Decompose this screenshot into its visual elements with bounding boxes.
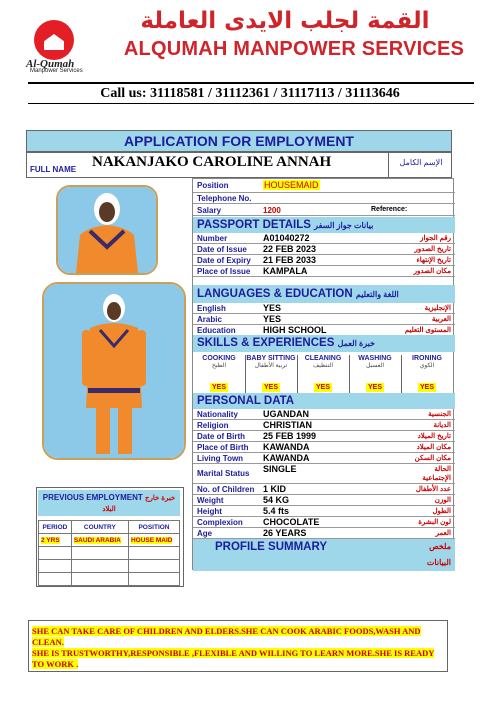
personal-arabic-label: الجنسية — [428, 411, 451, 418]
passport-row — [193, 244, 455, 255]
passport-value: 21 FEB 2033 — [263, 255, 317, 265]
table-row — [39, 547, 180, 560]
personal-row — [193, 431, 455, 442]
skill-arabic-name: تربية الأطفال — [254, 363, 288, 369]
telephone-label: Telephone No. — [197, 194, 252, 203]
skill-item — [297, 355, 349, 369]
skill-name: COOKING — [202, 355, 236, 362]
salary-value: 1200 — [263, 206, 281, 215]
full-name-arabic-label: الإسم الكامل — [388, 152, 453, 178]
skill-arabic-name: الطبخ — [211, 363, 227, 369]
passport-arabic-label: تاريخ الصدور — [414, 246, 451, 253]
personal-arabic-label: الوزن — [434, 497, 451, 504]
skill-item — [401, 355, 453, 369]
skill-item — [245, 355, 297, 369]
empty-cell — [39, 547, 72, 560]
personal-row — [193, 420, 455, 431]
skill-value: YES — [211, 384, 226, 391]
passport-value: 22 FEB 2023 — [263, 244, 317, 254]
skills-title-ar: خبرة العمل — [337, 339, 375, 348]
language-row — [193, 303, 455, 314]
personal-row — [193, 453, 455, 464]
passport-row — [193, 255, 455, 266]
position-value-cell: HOUSE MAID — [130, 536, 173, 544]
personal-arabic-label: تاريخ الميلاد — [417, 433, 451, 440]
personal-row — [193, 409, 455, 420]
personal-row — [193, 495, 455, 506]
personal-value: 54 KG — [263, 495, 290, 505]
skill-value: YES — [263, 384, 278, 391]
position-row — [193, 179, 455, 193]
language-value: YES — [263, 314, 282, 324]
personal-section-title — [193, 393, 455, 409]
period-value: 2 YRS — [41, 536, 60, 544]
personal-arabic-label: مكان الميلاد — [416, 444, 451, 451]
table-row — [39, 560, 180, 573]
column-period: PERIOD — [39, 521, 72, 534]
personal-label: Weight — [197, 496, 224, 505]
position-cell — [128, 534, 179, 547]
languages-section-title — [193, 285, 455, 303]
language-value: YES — [263, 303, 282, 313]
passport-row — [193, 233, 455, 244]
passport-value: A01040272 — [263, 233, 310, 243]
details-panel — [192, 178, 454, 570]
personal-arabic-label: عدد الأطفال — [415, 486, 451, 493]
personal-row — [193, 517, 455, 528]
passport-arabic-label: تاريخ الإنتهاء — [416, 257, 451, 264]
personal-value: 25 FEB 1999 — [263, 431, 317, 441]
portrait-photo — [56, 185, 158, 275]
header-divider-2 — [28, 103, 474, 104]
personal-row — [193, 506, 455, 517]
previous-employment-header — [38, 490, 180, 516]
language-label: English — [197, 304, 226, 313]
company-logo — [34, 20, 74, 60]
personal-arabic-label: الديانة — [433, 422, 451, 429]
languages-title-ar: اللغة والتعليم — [355, 290, 399, 299]
previous-employment-title: PREVIOUS EMPLOYMENT — [42, 493, 143, 502]
personal-label: Complexion — [197, 518, 243, 527]
personal-value: CHOCOLATE — [263, 517, 320, 527]
country-cell — [71, 534, 128, 547]
logo-name: Al-Qumah — [26, 58, 75, 70]
skill-arabic-name: الغسيل — [365, 363, 385, 369]
full-body-photo — [42, 282, 186, 460]
table-header-row — [39, 521, 180, 534]
empty-cell — [128, 573, 179, 586]
passport-label: Place of Issue — [197, 267, 251, 276]
skill-name: CLEANING — [304, 355, 342, 362]
passport-value: KAMPALA — [263, 266, 308, 276]
personal-label: Age — [197, 529, 213, 538]
passport-title: PASSPORT DETAILS — [197, 219, 311, 231]
personal-label: Religion — [197, 421, 229, 430]
skill-value: YES — [367, 384, 382, 391]
empty-cell — [39, 573, 72, 586]
passport-label: Date of Expiry — [197, 256, 251, 265]
passport-section-title — [193, 217, 455, 233]
skill-divider — [401, 355, 402, 393]
skill-name: BABY SITTING — [246, 355, 296, 362]
salary-label: Salary — [197, 206, 222, 215]
column-position: POSITION — [128, 521, 179, 534]
skill-divider — [297, 355, 298, 393]
language-arabic-label: الإنجليزية — [424, 305, 451, 312]
personal-value: CHRISTIAN — [263, 420, 312, 430]
table-row — [39, 534, 180, 547]
previous-employment-title-ar: خبرة خارج البلاد — [102, 495, 176, 513]
skill-item — [349, 355, 401, 369]
position-value: HOUSEMAID — [264, 180, 319, 190]
language-row — [193, 314, 455, 325]
personal-value: 26 YEARS — [263, 528, 307, 538]
empty-cell — [128, 560, 179, 573]
summary-line-2: SHE IS TRUSTWORTHY,RESPONSIBLE ,FLEXIBLE AND WILLING TO LEARN MORE.SHE IS READY TO WORK . — [32, 648, 435, 669]
company-arabic-title: القمة لجلب الايدى العاملة — [140, 8, 430, 34]
skill-divider — [349, 355, 350, 393]
passport-row — [193, 266, 455, 277]
personal-title: PERSONAL DATA — [197, 395, 295, 407]
passport-arabic-label: مكان الصدور — [413, 268, 451, 275]
personal-arabic-label: الطول — [432, 508, 451, 515]
full-name-value: NAKANJAKO CAROLINE ANNAH — [92, 154, 332, 170]
personal-label: Height — [197, 507, 222, 516]
skill-name: IRONING — [412, 355, 442, 362]
period-cell — [39, 534, 72, 547]
personal-row — [193, 528, 455, 539]
empty-cell — [39, 560, 72, 573]
header-divider — [28, 82, 474, 84]
profile-section-title — [193, 539, 455, 571]
skill-value: YES — [315, 384, 330, 391]
summary-text — [32, 626, 442, 670]
reference-label: Reference: — [371, 206, 408, 213]
empty-cell — [71, 573, 128, 586]
personal-label: Date of Birth — [197, 432, 245, 441]
personal-arabic-label: الحالة الإجتماعية — [422, 466, 451, 482]
company-english-title: ALQUMAH MANPOWER SERVICES — [123, 38, 465, 60]
language-label: Education — [197, 326, 236, 335]
application-title: APPLICATION FOR EMPLOYMENT — [26, 130, 452, 152]
personal-value: 5.4 fts — [263, 506, 290, 516]
telephone-row — [193, 193, 455, 204]
skill-item — [193, 355, 245, 369]
skill-arabic-name: التنظيف — [312, 363, 334, 369]
skill-arabic-name: الكوي — [419, 363, 435, 369]
skills-title: SKILLS & EXPERIENCES — [197, 337, 335, 349]
personal-label: Place of Birth — [197, 443, 249, 452]
personal-label: Nationality — [197, 410, 238, 419]
contact-numbers: Call us: 31118581 / 31112361 / 31117113 / 31113646 — [100, 86, 400, 101]
personal-arabic-label: لون البشرة — [418, 519, 451, 526]
languages-title: LANGUAGES & EDUCATION — [197, 288, 353, 300]
summary-line-1: SHE CAN TAKE CARE OF CHILDREN AND ELDERS.SHE CAN COOK ARABIC FOODS,WASH AND CLEAN. — [32, 626, 421, 647]
table-row — [39, 573, 180, 586]
language-label: Arabic — [197, 315, 222, 324]
skill-value: YES — [419, 384, 434, 391]
passport-arabic-label: رقم الجواز — [420, 235, 451, 242]
full-name-label: FULL NAME — [30, 165, 77, 174]
profile-title: PROFILE SUMMARY — [215, 541, 328, 553]
empty-cell — [128, 547, 179, 560]
position-label: Position — [197, 181, 229, 190]
language-arabic-label: العربية — [431, 316, 451, 323]
language-value: HIGH SCHOOL — [263, 325, 327, 335]
personal-label: Marital Status — [197, 469, 250, 478]
previous-employment-table — [38, 520, 180, 586]
country-value: SAUDI ARABIA — [73, 536, 121, 544]
personal-value: KAWANDA — [263, 442, 310, 452]
skill-divider — [245, 355, 246, 393]
personal-row — [193, 464, 455, 484]
empty-cell — [71, 560, 128, 573]
personal-label: No. of Children — [197, 485, 255, 494]
column-country: COUNTRY — [71, 521, 128, 534]
personal-row — [193, 442, 455, 453]
empty-cell — [71, 547, 128, 560]
personal-value: SINGLE — [263, 464, 297, 474]
skills-grid — [193, 355, 455, 393]
personal-arabic-label: العمر — [435, 530, 451, 537]
passport-title-ar: بيانات جواز السفر — [314, 221, 374, 230]
profile-title-ar: ملخص البيانات — [426, 542, 451, 567]
personal-value: KAWANDA — [263, 453, 310, 463]
passport-label: Number — [197, 234, 228, 243]
skills-section-title — [193, 335, 455, 352]
personal-row — [193, 484, 455, 495]
skill-name: WASHING — [358, 355, 392, 362]
personal-label: Living Town — [197, 454, 244, 463]
salary-row — [193, 204, 455, 216]
logo-subtitle: Manpower Services — [30, 68, 83, 74]
personal-value: UGANDAN — [263, 409, 309, 419]
personal-arabic-label: مكان السكن — [414, 455, 451, 462]
language-arabic-label: المستوى التعليم — [404, 327, 451, 334]
passport-label: Date of Issue — [197, 245, 247, 254]
personal-value: 1 KID — [263, 484, 287, 494]
